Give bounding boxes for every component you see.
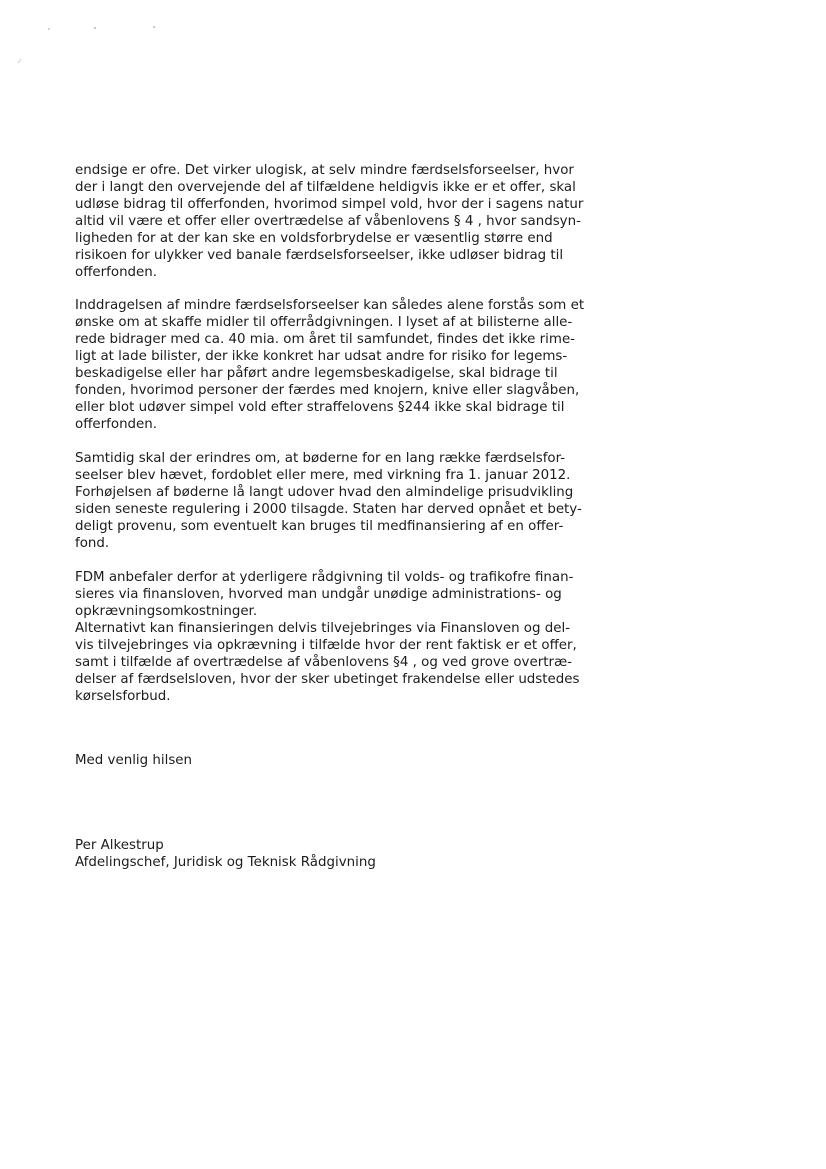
scan-specks xyxy=(0,0,826,80)
scan-speck xyxy=(94,27,96,29)
text-line: Alternativt kan finansieringen delvis tilvejebringes via Finansloven og del- xyxy=(75,621,571,636)
text-line: beskadigelse eller har påført andre legemsbeskadigelse, skal bidrage til xyxy=(75,366,558,381)
paragraph-offerfond-logic xyxy=(75,162,615,281)
scan-speck xyxy=(48,28,50,30)
text-line: kørselsforbud. xyxy=(75,689,171,704)
text-line: rede bidrager med ca. 40 mia. om året til samfundet, findes det ikke rime- xyxy=(75,332,576,347)
text-line: opkrævningsomkostninger. xyxy=(75,604,258,619)
text-line: fonden, hvorimod personer der færdes med knojern, knive eller slagvåben, xyxy=(75,383,580,398)
text-line: seelser blev hævet, fordoblet eller mere, med virkning fra 1. januar 2012. xyxy=(75,468,571,483)
scan-speck xyxy=(18,59,21,63)
text-line: fond. xyxy=(75,536,110,551)
signer-title: Afdelingschef, Juridisk og Teknisk Rådgivning xyxy=(75,855,376,870)
text-line: samt i tilfælde af overtrædelse af våbenlovens §4 , og ved grove overtræ- xyxy=(75,655,572,670)
text-line: Forhøjelsen af bøderne lå langt udover hvad den almindelige prisudvikling xyxy=(75,485,574,500)
text-line: ønske om at skaffe midler til offerrådgivningen. I lyset af at bilisterne alle- xyxy=(75,315,573,330)
paragraph-inddragelse xyxy=(75,297,615,433)
text-line: offerfonden. xyxy=(75,265,158,280)
text-line: delser af færdselsloven, hvor der sker ubetinget frakendelse eller udstedes xyxy=(75,672,580,687)
paragraph-boeder xyxy=(75,450,615,552)
signer-name: Per Alkestrup xyxy=(75,838,164,853)
text-line: ligheden for at der kan ske en voldsforbrydelse er væsentlig større end xyxy=(75,231,553,246)
text-line: eller blot udøver simpel vold efter straffelovens §244 ikke skal bidrage til xyxy=(75,400,565,415)
text-line: FDM anbefaler derfor at yderligere rådgivning til volds- og trafikofre finan- xyxy=(75,570,574,585)
text-line: risikoen for ulykker ved banale færdselsforseelser, ikke udløser bidrag til xyxy=(75,248,564,263)
text-line: endsige er ofre. Det virker ulogisk, at selv mindre færdselsforseelser, hvor xyxy=(75,163,574,178)
text-line: ligt at lade bilister, der ikke konkret har udsat andre for risiko for legems- xyxy=(75,349,568,364)
text-line: der i langt den overvejende del af tilfældene heldigvis ikke er et offer, skal xyxy=(75,180,576,195)
text-line: siden seneste regulering i 2000 tilsagde. Staten har derved opnået et bety- xyxy=(75,502,582,517)
text-line: deligt provenu, som eventuelt kan bruges til medfinansiering af en offer- xyxy=(75,519,564,534)
scan-speck xyxy=(153,26,155,28)
paragraph-anbefaling xyxy=(75,569,615,705)
closing-text: Med venlig hilsen xyxy=(75,753,193,768)
text-line: offerfonden. xyxy=(75,417,158,432)
text-line: altid vil være et offer eller overtrædelse af våbenlovens § 4 , hvor sandsyn- xyxy=(75,214,581,229)
signature-block xyxy=(75,837,615,871)
text-line: sieres via finansloven, hvorved man undgår unødige administrations- og xyxy=(75,587,562,602)
text-line: vis tilvejebringes via opkrævning i tilfælde hvor der rent faktisk er et offer, xyxy=(75,638,577,653)
text-line: Inddragelsen af mindre færdselsforseelser kan således alene forstås som et xyxy=(75,298,585,313)
text-line: Samtidig skal der erindres om, at bøderne for en lang række færdselsfor- xyxy=(75,451,566,466)
text-line: udløse bidrag til offerfonden, hvorimod simpel vold, hvor der i sagens natur xyxy=(75,197,584,212)
closing-salutation xyxy=(75,752,615,769)
